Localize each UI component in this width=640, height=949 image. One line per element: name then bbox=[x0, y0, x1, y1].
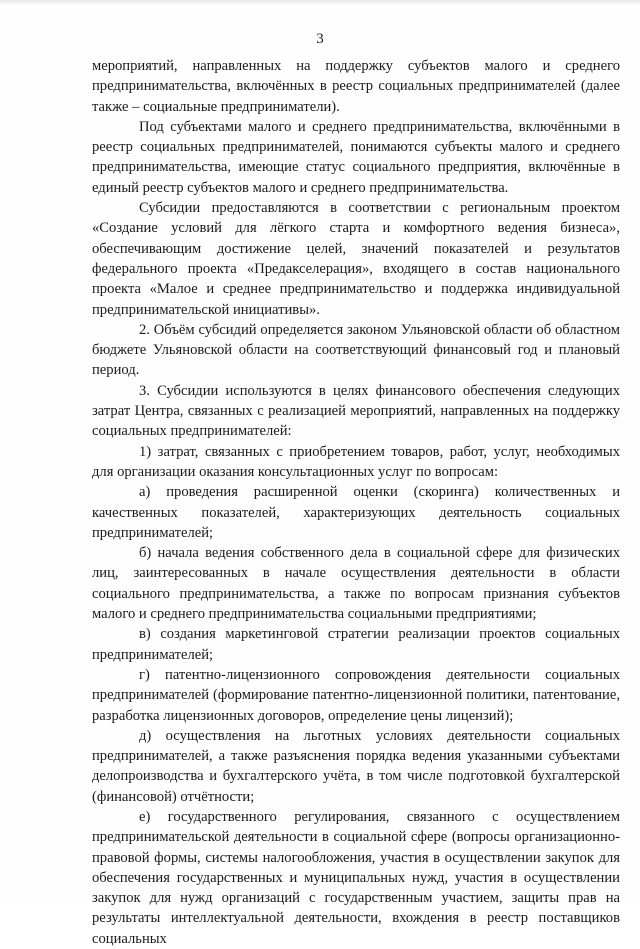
paragraph-continuation: мероприятий, направленных на поддержку субъектов малого и среднего предпринимательства, включённых в реестр социальных предпринимателей (далее также – социальные предприниматели). bbox=[92, 58, 620, 115]
list-subitem-a: а) проведения расширенной оценки (скоринга) количественных и качественных показателей, характеризующих деятельность социальных предпринимателей; bbox=[92, 484, 620, 541]
paragraph-regional-project: Субсидии предоставляются в соответствии с региональным проектом «Создание условий для лёгкого старта и комфортного ведения бизнеса», обеспечивающим достижение целей, значений показателей и результатов федерального проекта «Предакселерация», входящего в состав национального проекта «Малое и среднее предпринимательство и поддержка индивидуальной предпринимательской инициативы». bbox=[92, 200, 620, 318]
page-number: 3 bbox=[316, 31, 324, 47]
list-subitem-b: б) начала ведения собственного дела в социальной сфере для физических лиц, заинтересованных в начале осуществления деятельности в области социального предпринимательства, а также по вопросам признания субъектов малого и среднего предпринимательства социальными предприятиями; bbox=[92, 545, 620, 623]
scan-edge bbox=[0, 0, 640, 6]
list-item-1: 1) затрат, связанных с приобретением товаров, работ, услуг, необходимых для организации оказания консультационных услуг по вопросам: bbox=[92, 443, 620, 480]
list-subitem-v: в) создания маркетинговой стратегии реализации проектов социальных предпринимателей; bbox=[92, 626, 620, 663]
paragraph-subsidy-purpose: 3. Субсидии используются в целях финансового обеспечения следующих затрат Центра, связанных с реализацией мероприятий, направленных на поддержку социальных предпринимателей: bbox=[92, 382, 620, 440]
paragraph-definition: Под субъектами малого и среднего предпринимательства, включёнными в реестр социальных предпринимателей, понимаются субъекты малого и среднего предпринимательства, имеющие статус социального предприятия, включённые в единый реестр субъектов малого и среднего предпринимательства. bbox=[92, 118, 620, 196]
document-body bbox=[92, 56, 620, 949]
list-subitem-d: д) осуществления на льготных условиях деятельности социальных предпринимателей, а также разъяснения порядка ведения указанными субъектами делопроизводства и бухгалтерского учёта, в том числе подготовкой бухгалтерской (финансовой) отчётности; bbox=[92, 727, 620, 805]
list-subitem-g: г) патентно-лицензионного сопровождения деятельности социальных предпринимателей (формирование патентно-лицензионной политики, патентование, разработка лицензионных договоров, определение цены лицензий); bbox=[92, 666, 620, 724]
list-subitem-e: е) государственного регулирования, связанного с осуществлением предпринимательской деятельности в социальной сфере (вопросы организационно-правовой формы, системы налогообложения, участия в осуществлении закупок для обеспечения государственных и муниципальных нужд, участия в осуществлении закупок для нужд организаций с государственным участием, защиты прав на результаты интеллектуальной деятельности, вхождения в реестр поставщиков социальных bbox=[92, 808, 620, 947]
paragraph-subsidy-volume: 2. Объём субсидий определяется законом Ульяновской области об областном бюджете Ульяновской области на соответствующий финансовый год и плановый период. bbox=[92, 321, 620, 379]
